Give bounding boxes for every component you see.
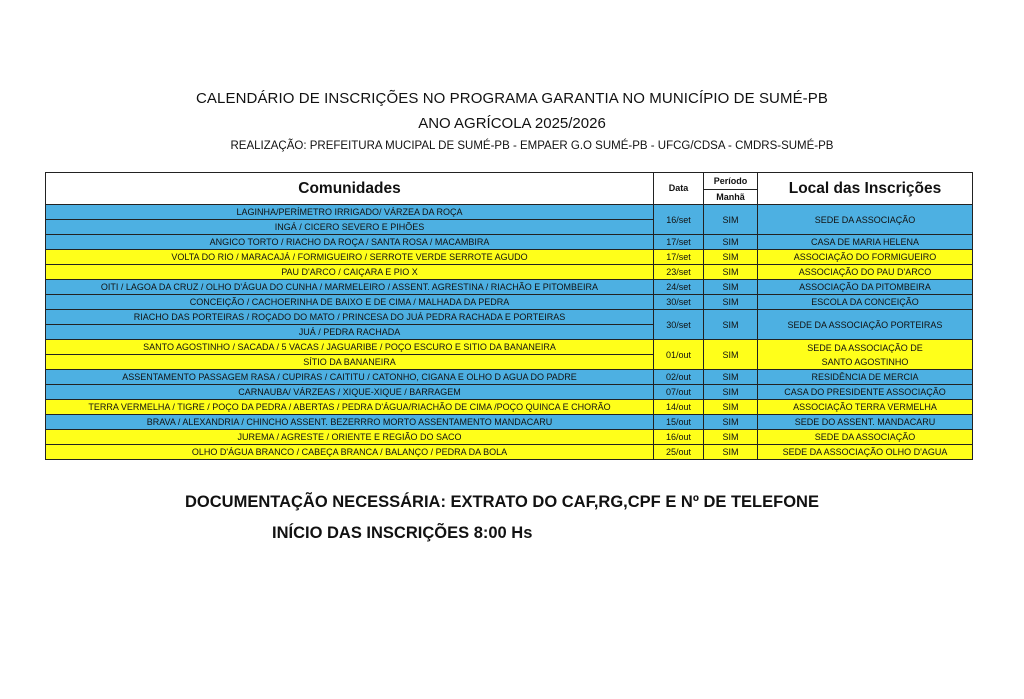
comunidade-cell: JUÁ / PEDRA RACHADA bbox=[46, 325, 654, 340]
manha-cell: SIM bbox=[704, 250, 758, 265]
manha-cell: SIM bbox=[704, 370, 758, 385]
comunidade-cell: OITI / LAGOA DA CRUZ / OLHO D'ÁGUA DO CUNHA / MARMELEIRO / ASSENT. AGRESTINA / RIACHÃO E PITOMBEIRA bbox=[46, 280, 654, 295]
table-row bbox=[46, 205, 973, 220]
comunidade-cell: SANTO AGOSTINHO / SACADA / 5 VACAS / JAGUARIBE / POÇO ESCURO E SITIO DA BANANEIRA bbox=[46, 340, 654, 355]
local-cell: ASSOCIAÇÃO TERRA VERMELHA bbox=[758, 400, 973, 415]
local-line-1: SEDE DA ASSOCIAÇÃO DE bbox=[807, 342, 923, 353]
manha-cell: SIM bbox=[704, 385, 758, 400]
document-title: CALENDÁRIO DE INSCRIÇÕES NO PROGRAMA GARANTIA NO MUNICÍPIO DE SUMÉ-PB bbox=[196, 90, 828, 107]
manha-cell: SIM bbox=[704, 280, 758, 295]
data-cell: 07/out bbox=[654, 385, 704, 400]
data-cell: 15/out bbox=[654, 415, 704, 430]
local-cell: RESIDÊNCIA DE MERCIA bbox=[758, 370, 973, 385]
data-cell: 14/out bbox=[654, 400, 704, 415]
table-row bbox=[46, 265, 973, 280]
data-cell: 30/set bbox=[654, 310, 704, 340]
table-row bbox=[46, 430, 973, 445]
header-manha: Manhã bbox=[704, 190, 758, 205]
local-cell: ESCOLA DA CONCEIÇÃO bbox=[758, 295, 973, 310]
comunidade-cell: VOLTA DO RIO / MARACAJÁ / FORMIGUEIRO / SERROTE VERDE SERROTE AGUDO bbox=[46, 250, 654, 265]
data-cell: 25/out bbox=[654, 445, 704, 460]
table-row bbox=[46, 280, 973, 295]
local-line-2: SANTO AGOSTINHO bbox=[821, 356, 909, 367]
table-row bbox=[46, 415, 973, 430]
table-row bbox=[46, 250, 973, 265]
table-row bbox=[46, 400, 973, 415]
local-cell: ASSOCIAÇÃO DA PITOMBEIRA bbox=[758, 280, 973, 295]
table-row bbox=[46, 295, 973, 310]
data-cell: 16/set bbox=[654, 205, 704, 235]
header-periodo: Período bbox=[704, 173, 758, 190]
header-local: Local das Inscrições bbox=[758, 173, 973, 205]
local-cell: SEDE DA ASSOCIAÇÃO OLHO D'AGUA bbox=[758, 445, 973, 460]
table-row bbox=[46, 370, 973, 385]
local-cell: CASA DO PRESIDENTE ASSOCIAÇÃO bbox=[758, 385, 973, 400]
comunidade-cell: TERRA VERMELHA / TIGRE / POÇO DA PEDRA / ABERTAS / PEDRA D'ÁGUA/RIACHÃO DE CIMA /POÇO QUINCA E CHORÃO bbox=[46, 400, 654, 415]
data-cell: 17/set bbox=[654, 250, 704, 265]
local-cell: SEDE DA ASSOCIAÇÃO bbox=[758, 430, 973, 445]
manha-cell: SIM bbox=[704, 310, 758, 340]
comunidade-cell: RIACHO DAS PORTEIRAS / ROÇADO DO MATO / PRINCESA DO JUÁ PEDRA RACHADA E PORTEIRAS bbox=[46, 310, 654, 325]
inscription-calendar-table bbox=[45, 172, 973, 460]
comunidade-cell: INGÁ / CICERO SEVERO E PIHÕES bbox=[46, 220, 654, 235]
table-row bbox=[46, 445, 973, 460]
data-cell: 24/set bbox=[654, 280, 704, 295]
data-cell: 02/out bbox=[654, 370, 704, 385]
header-data: Data bbox=[654, 173, 704, 205]
manha-cell: SIM bbox=[704, 235, 758, 250]
header-comunidades: Comunidades bbox=[46, 173, 654, 205]
data-cell: 16/out bbox=[654, 430, 704, 445]
manha-cell: SIM bbox=[704, 340, 758, 370]
manha-cell: SIM bbox=[704, 205, 758, 235]
local-cell: SEDE DA ASSOCIAÇÃO bbox=[758, 205, 973, 235]
table-row bbox=[46, 340, 973, 355]
comunidade-cell: JUREMA / AGRESTE / ORIENTE E REGIÃO DO SACO bbox=[46, 430, 654, 445]
local-cell: SEDE DA ASSOCIAÇÃO PORTEIRAS bbox=[758, 310, 973, 340]
table-row bbox=[46, 385, 973, 400]
comunidade-cell: PAU D'ARCO / CAIÇARA E PIO X bbox=[46, 265, 654, 280]
table-row bbox=[46, 310, 973, 325]
realizacao-line: REALIZAÇÃO: PREFEITURA MUCIPAL DE SUMÉ-PB - EMPAER G.O SUMÉ-PB - UFCG/CDSA - CMDRS-SUMÉ-PB bbox=[230, 140, 834, 152]
documentacao-note: DOCUMENTAÇÃO NECESSÁRIA: EXTRATO DO CAF,RG,CPF E Nº DE TELEFONE bbox=[185, 493, 819, 511]
comunidade-cell: ASSENTAMENTO PASSAGEM RASA / CUPIRAS / CAITITU / CATONHO, CIGANA E OLHO D AGUA DO PADRE bbox=[46, 370, 654, 385]
local-cell: ASSOCIAÇÃO DO FORMIGUEIRO bbox=[758, 250, 973, 265]
comunidade-cell: ANGICO TORTO / RIACHO DA ROÇA / SANTA ROSA / MACAMBIRA bbox=[46, 235, 654, 250]
comunidade-cell: LAGINHA/PERÍMETRO IRRIGADO/ VÁRZEA DA ROÇA bbox=[46, 205, 654, 220]
table-row bbox=[46, 235, 973, 250]
inicio-note: INÍCIO DAS INSCRIÇÕES 8:00 Hs bbox=[272, 524, 533, 542]
manha-cell: SIM bbox=[704, 430, 758, 445]
comunidade-cell: CONCEIÇÃO / CACHOERINHA DE BAIXO E DE CIMA / MALHADA DA PEDRA bbox=[46, 295, 654, 310]
local-cell bbox=[758, 340, 973, 370]
manha-cell: SIM bbox=[704, 445, 758, 460]
document-subtitle: ANO AGRÍCOLA 2025/2026 bbox=[418, 115, 606, 132]
data-cell: 17/set bbox=[654, 235, 704, 250]
manha-cell: SIM bbox=[704, 295, 758, 310]
comunidade-cell: BRAVA / ALEXANDRIA / CHINCHO ASSENT. BEZERRRO MORTO ASSENTAMENTO MANDACARU bbox=[46, 415, 654, 430]
manha-cell: SIM bbox=[704, 415, 758, 430]
local-cell: SEDE DO ASSENT. MANDACARU bbox=[758, 415, 973, 430]
local-cell: CASA DE MARIA HELENA bbox=[758, 235, 973, 250]
comunidade-cell: SÍTIO DA BANANEIRA bbox=[46, 355, 654, 370]
local-cell: ASSOCIAÇÃO DO PAU D'ARCO bbox=[758, 265, 973, 280]
data-cell: 30/set bbox=[654, 295, 704, 310]
manha-cell: SIM bbox=[704, 265, 758, 280]
manha-cell: SIM bbox=[704, 400, 758, 415]
comunidade-cell: OLHO D'ÁGUA BRANCO / CABEÇA BRANCA / BALANÇO / PEDRA DA BOLA bbox=[46, 445, 654, 460]
data-cell: 23/set bbox=[654, 265, 704, 280]
comunidade-cell: CARNAUBA/ VÁRZEAS / XIQUE-XIQUE / BARRAGEM bbox=[46, 385, 654, 400]
data-cell: 01/out bbox=[654, 340, 704, 370]
